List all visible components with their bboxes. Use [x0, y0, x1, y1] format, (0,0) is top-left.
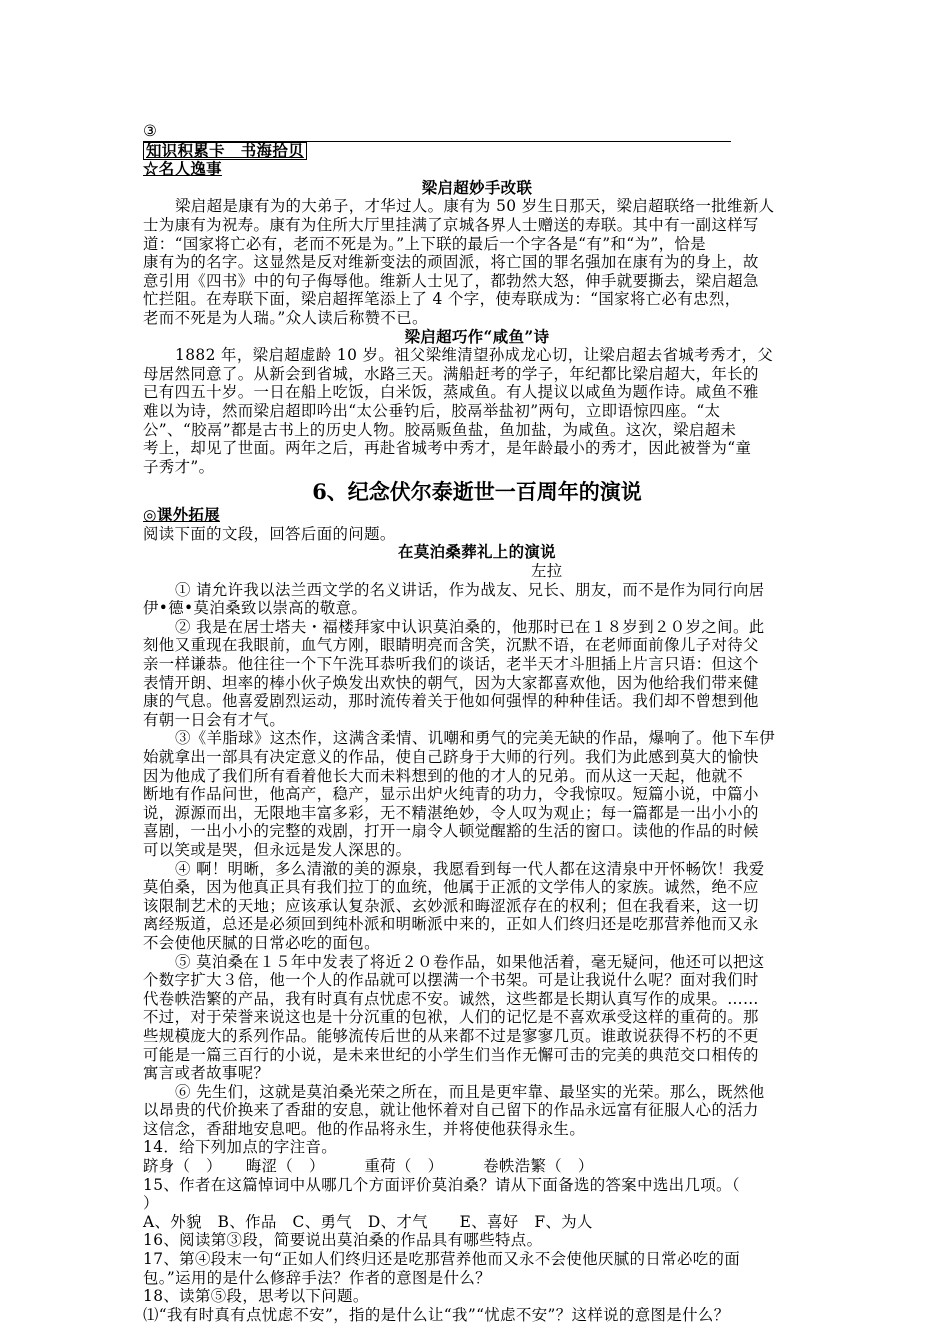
question-line: 跻身（ ） 晦涩（ ） 重荷（ ） 卷帙浩繁（ ） — [143, 1157, 594, 1176]
question-line: ⑴“我有时真有点忧虑不安”，指的是什么让“我”“忧虑不安”？这样说的意图是什么？ — [143, 1305, 730, 1324]
paragraph-line: ⑥ 先生们，这就是莫泊桑光荣之所在，而且是更牢靠、最坚实的光荣。那么，既然他 — [175, 1082, 765, 1101]
document-page — [143, 122, 811, 1324]
question-line: ） — [143, 1194, 159, 1213]
story2-line: 难以为诗，然而梁启超即吟出“太公垂钓后，胶鬲举盐初”两句，立即语惊四座。“太 — [143, 401, 721, 420]
story1-line: 士为康有为祝寿。康有为住所大厅里挂满了京城各界人士赠送的寿联。其中有一副这样写 — [143, 215, 759, 234]
story1-title: 梁启超妙手改联 — [421, 178, 533, 197]
paragraph-line: 该限制艺术的天地；应该承认复杂派、玄妙派和晦涩派存在的权利；但在我看来，这一切 — [143, 896, 759, 915]
section-extended-reading: ◎课外拓展 — [143, 506, 220, 525]
paragraph-line: 可以笑或是哭，但永远是发人深思的。 — [143, 840, 412, 859]
article-author: 左拉 — [531, 562, 563, 581]
story1-line: 老而不死是为人瑞。”众人读后称赞不已。 — [143, 308, 428, 327]
question-line: 17、第④段末一句“正如人们终归还是吃那营养他而又永不会使他厌腻的日常必吃的面 — [143, 1250, 741, 1269]
paragraph-line: 莫伯桑，因为他真正具有我们拉丁的血统，他属于正派的文学伟人的家族。诚然，绝不应 — [143, 878, 759, 897]
story1-line: 意引用《四书》中的句子侮辱他。维新人士见了，都勃然大怒，伸手就要撕去，梁启超急 — [143, 271, 759, 290]
paragraph-line: 因为他成了我们所有看着他长大而未料想到的他的才人的兄弟。而从这一天起，他就不 — [143, 766, 744, 785]
paragraph-line: 说，源源而出，无限地丰富多彩，无不精湛绝妙，令人叹为观止；每一篇都是一出小小的 — [143, 803, 759, 822]
story2-line: 母居然同意了。从新会到省城，水路三天。满船赶考的学子，年纪都比梁启超大，年长的 — [143, 364, 759, 383]
story1-line: 梁启超是康有为的大弟子，才华过人。康有为 50 岁生日那天，梁启超联络一批维新人 — [175, 197, 775, 216]
story2-line: 已有四五十岁。一日在船上吃饭，白米饭，蒸咸鱼。有人提议以咸鱼为题作诗。咸鱼不雅 — [143, 383, 759, 402]
story2-title: 梁启超巧作“咸鱼”诗 — [404, 327, 550, 346]
story2-line: 考上，却见了世面。两年之后，再赴省城考中秀才，是年龄最小的秀才，因此被誉为“童 — [143, 439, 752, 458]
paragraph-line: 喜剧，一出小小的完整的戏剧，打开一扇令人顿觉醒豁的生活的窗口。读他的作品的时候 — [143, 822, 759, 841]
question-line: 18、读第⑤段，思考以下问题。 — [143, 1287, 369, 1306]
paragraph-line: 断地有作品问世，他高产，稳产，显示出炉火纯青的功力，令我惊叹。短篇小说，中篇小 — [143, 785, 759, 804]
paragraph-line: 寓言或者故事呢？ — [143, 1064, 270, 1083]
story2-line: 公”、“胶鬲”都是古书上的历史人物。胶鬲贩鱼盐，鱼加盐，为咸鱼。这次，梁启超未 — [143, 420, 737, 439]
question-line: 14．给下列加点的字注音。 — [143, 1138, 338, 1157]
paragraph-line: 以昂贵的代价换来了香甜的安息，就让他怀着对自己留下的作品永远富有征服人心的活力 — [143, 1101, 759, 1120]
story2-line: 子秀才”。 — [143, 457, 215, 476]
paragraph-line: 这信念，香甜地安息吧。他的作品将永生，并将使他获得永生。 — [143, 1119, 586, 1138]
paragraph-line: 亲一样谦恭。他往往一个下午洗耳恭听我们的谈话，老半天才斗胆插上片言只语：但这个 — [143, 655, 759, 674]
story2-line: 1882 年，梁启超虚龄 10 岁。祖父梁维清望孙成龙心切，让梁启超去省城考秀才，父 — [175, 346, 774, 365]
paragraph-line: ② 我是在居士塔夫・福楼拜家中认识莫泊桑的，他那时已在１８岁到２０岁之间。此 — [175, 617, 765, 636]
paragraph-line: ③《羊脂球》这杰作，这满含柔情、讥嘲和勇气的完美无缺的作品，爆响了。他下车伊 — [175, 729, 776, 748]
story1-line: 康有为的名字。这显然是反对维新变法的顽固派，将亡国的罪名强加在康有为的身上，故 — [143, 253, 759, 272]
section-celebrity-anecdotes: ☆名人逸事 — [143, 160, 222, 179]
question-line: 16、阅读第③段，简要说出莫泊桑的作品具有哪些特点。 — [143, 1231, 543, 1250]
knowledge-card-title: 知识积累卡 书海拾贝 — [143, 142, 307, 160]
paragraph-line: 可能是一篇三百行的小说，是未来世纪的小学生们当作无懈可击的完美的典范交口相传的 — [143, 1045, 759, 1064]
paragraph-line: 个数字扩大３倍，他一个人的作品就可以摆满一个书架。可是让我说什么呢？面对我们时 — [143, 971, 759, 990]
question-line: A、外貌 B、作品 C、勇气 D、才气 E、喜好 F、为人 — [143, 1212, 593, 1231]
paragraph-line: 不过，对于荣誉来说这也是十分沉重的包袱，人们的记忆是不喜欢承受这样的重荷的。那 — [143, 1008, 759, 1027]
circle-number: ③ — [143, 122, 158, 140]
question-line: 包。”运用的是什么修辞手法？作者的意图是什么？ — [143, 1268, 491, 1287]
paragraph-line: ⑤ 莫泊桑在１５年中发表了将近２０卷作品，如果他活着，毫无疑问，他还可以把这 — [175, 952, 765, 971]
paragraph-line: ① 请允许我以法兰西文学的名义讲话，作为战友、兄长、朋友，而不是作为同行向居 — [175, 580, 765, 599]
paragraph-line: 些规模庞大的系列作品。能够流传后世的从来都不过是寥寥几页。谁敢说获得不朽的不更 — [143, 1026, 759, 1045]
paragraph-line: 代卷帙浩繁的产品，我有时真有点忧虑不安。诚然，这些都是长期认真写作的成果。…… — [143, 989, 759, 1008]
paragraph-line: 表情开朗、坦率的棒小伙子焕发出欢快的朝气，因为大家都喜欢他，因为他给我们带来健 — [143, 673, 759, 692]
question-line: 15、作者在这篇悼词中从哪几个方面评价莫泊桑？请从下面备选的答案中选出几项。（ — [143, 1175, 740, 1194]
lesson-title: 6、纪念伏尔泰逝世一百周年的演说 — [312, 479, 642, 505]
paragraph-line: 刻他又重现在我眼前，血气方刚，眼睛明亮而含笑，沉默不语，在老师面前像儿子对待父 — [143, 636, 759, 655]
paragraph-line: 伊•德•莫泊桑致以崇高的敬意。 — [143, 599, 368, 618]
story1-line: 道：“国家将亡必有，老而不死是为。”上下联的最后一个字各是“有”和“为”，恰是 — [143, 234, 706, 253]
paragraph-line: 不会使他厌腻的日常必吃的面包。 — [143, 933, 380, 952]
paragraph-line: 康的气息。他喜爱剧烈运动，那时流传着关于他如何强悍的种种佳话。我们却不曾想到他 — [143, 692, 759, 711]
paragraph-line: 离经叛道，总还是必须回到纯朴派和明晰派中来的，正如人们终归还是吃那营养他而又永 — [143, 915, 759, 934]
story1-line: 忙拦阻。在寿联下面，梁启超挥笔添上了 4 个字，使寿联成为：“国家将亡必有忠烈， — [143, 290, 741, 309]
paragraph-line: 始就拿出一部具有决定意义的作品，使自己跻身于大师的行列。我们为此感到莫大的愉快 — [143, 748, 759, 766]
article-title: 在莫泊桑葬礼上的演说 — [398, 543, 556, 562]
reading-instruction: 阅读下面的文段，回答后面的问题。 — [143, 524, 396, 543]
paragraph-line: 有朝一日会有才气。 — [143, 710, 286, 729]
paragraph-line: ④ 啊！明晰，多么清澈的美的源泉，我愿看到每一代人都在这清泉中开怀畅饮！我爱 — [175, 859, 765, 878]
